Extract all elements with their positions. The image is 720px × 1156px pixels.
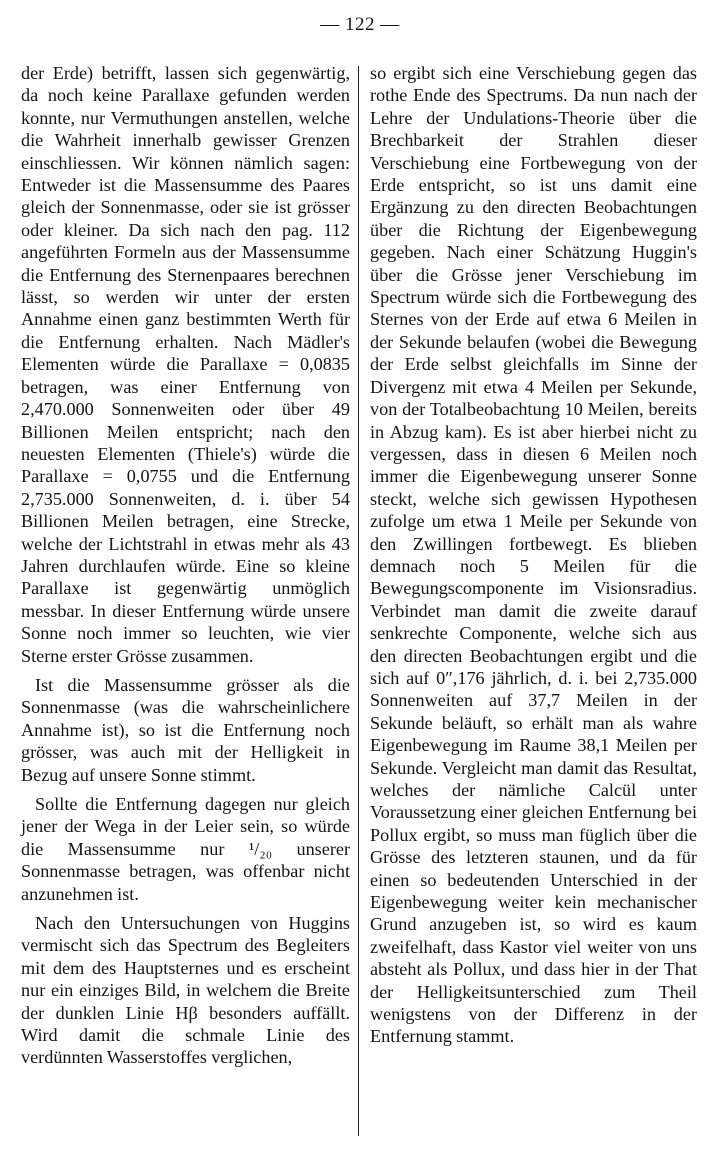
paragraph-left-2: Ist die Massensumme grösser als die Sonnenmasse (was die wahrscheinlichere Annahme ist), so ist die Entfernung noch grösser, was auch mit der Helligkeit in Bezug auf unsere Sonne stimmt. [21, 674, 350, 785]
left-column [21, 62, 350, 1069]
right-column [370, 62, 697, 1048]
page-number: — 122 — [320, 14, 400, 35]
paragraph-right-1: so ergibt sich eine Verschiebung gegen das rothe Ende des Spectrums. Da nun nach der Lehre der Undulations-Theorie über die Brechbarkeit der Strahlen dieser Verschiebung eine Fortbewegung von der Erde entspricht, so ist uns damit eine Ergänzung zu den directen Beobachtungen über die Richtung der Eigenbewegung gegeben. Nach einer Schätzung Huggin's über die Grösse jener Verschiebung im Spectrum würde sich die Fortbewegung des Sternes von der Erde auf etwa 6 Meilen in der Sekunde belaufen (wobei die Bewegung der Erde selbst gleichfalls im Sinne der Divergenz mit etwa 4 Meilen per Sekunde, von der Totalbeobachtung 10 Meilen, bereits in Abzug kam). Es ist aber hierbei nicht zu vergessen, dass in diesen 6 Meilen noch immer die Eigenbewegung unserer Sonne steckt, welche sich gewissen Hypothesen zufolge um etwa 1 Meile per Sekunde von den Zwillingen fortbewegt. Es blieben demnach noch 5 Meilen für die Bewegungscomponente im Visionsradius. Verbindet man damit die zweite darauf senkrechte Componente, welche sich aus den directen Beobachtungen ergibt und die sich auf 0″,176 jährlich, d. i. bei 2,735.000 Sonnenweiten auf 37,7 Meilen in der Sekunde beläuft, so erhält man als wahre Eigenbewegung im Raume 38,1 Meilen per Sekunde. Vergleicht man damit das Resultat, welches der nämliche Calcül unter Voraussetzung einer gleichen Entfernung bei Pollux ergibt, so muss man füglich über die Grösse des letzteren staunen, und da für einen so bedeutenden Unterschied in der Eigenbewegung weiter kein mechanischer Grund anzugeben ist, so wird es kaum zweifelhaft, dass Kastor viel weiter von uns absteht als Pollux, und dass hier in der That der Helligkeitsunterschied zum Theil wenigstens von der Differenz in der Entfernung stammt. [370, 63, 697, 1047]
paragraph-left-3: Sollte die Entfernung dagegen nur gleich jener der Wega in der Leier sein, so würde die Massensumme nur ¹/₂₀ unserer Sonnenmasse betragen, was offenbar nicht anzunehmen ist. [21, 794, 350, 904]
column-divider [358, 66, 359, 1136]
paragraph-left-1: der Erde) betrifft, lassen sich gegenwärtig, da noch keine Parallaxe gefunden werden konnte, nur Vermuthungen anstellen, welche die Wahrheit innerhalb gewisser Grenzen einschliessen. Wir können nämlich sagen: Entweder ist die Massensumme des Paares gleich der Sonnenmasse, oder sie ist grösser oder kleiner. Da sich nach den pag. 112 angeführten Formeln aus der Massensumme die Entfernung des Sternenpaares berechnen lässt, so werden wir unter der ersten Annahme einen ganz bestimmten Werth für die Entfernung erhalten. Nach Mädler's Elementen würde die Parallaxe = 0,0835 betragen, was einer Entfernung von 2,470.000 Sonnenweiten oder über 49 Billionen Meilen entspricht; nach den neuesten Elementen (Thiele's) würde die Parallaxe = 0,0755 und die Entfernung 2,735.000 Sonnenweiten, d. i. über 54 Billionen Meilen betragen, eine Strecke, welche der Lichtstrahl in etwas mehr als 43 Jahren durchlaufen würde. Eine so kleine Parallaxe ist gegenwärtig unmöglich messbar. In dieser Entfernung würde unsere Sonne noch immer so leuchten, wie vier Sterne erster Grösse zusammen. [21, 63, 350, 666]
paragraph-left-4: Nach den Untersuchungen von Huggins vermischt sich das Spectrum des Begleiters mit dem des Hauptsternes und es erscheint nur ein einziges Bild, in welchem die Breite der dunklen Linie Hβ besonders auffällt. Wird damit die schmale Linie des verdünnten Wasserstoffes verglichen, [21, 913, 350, 1068]
